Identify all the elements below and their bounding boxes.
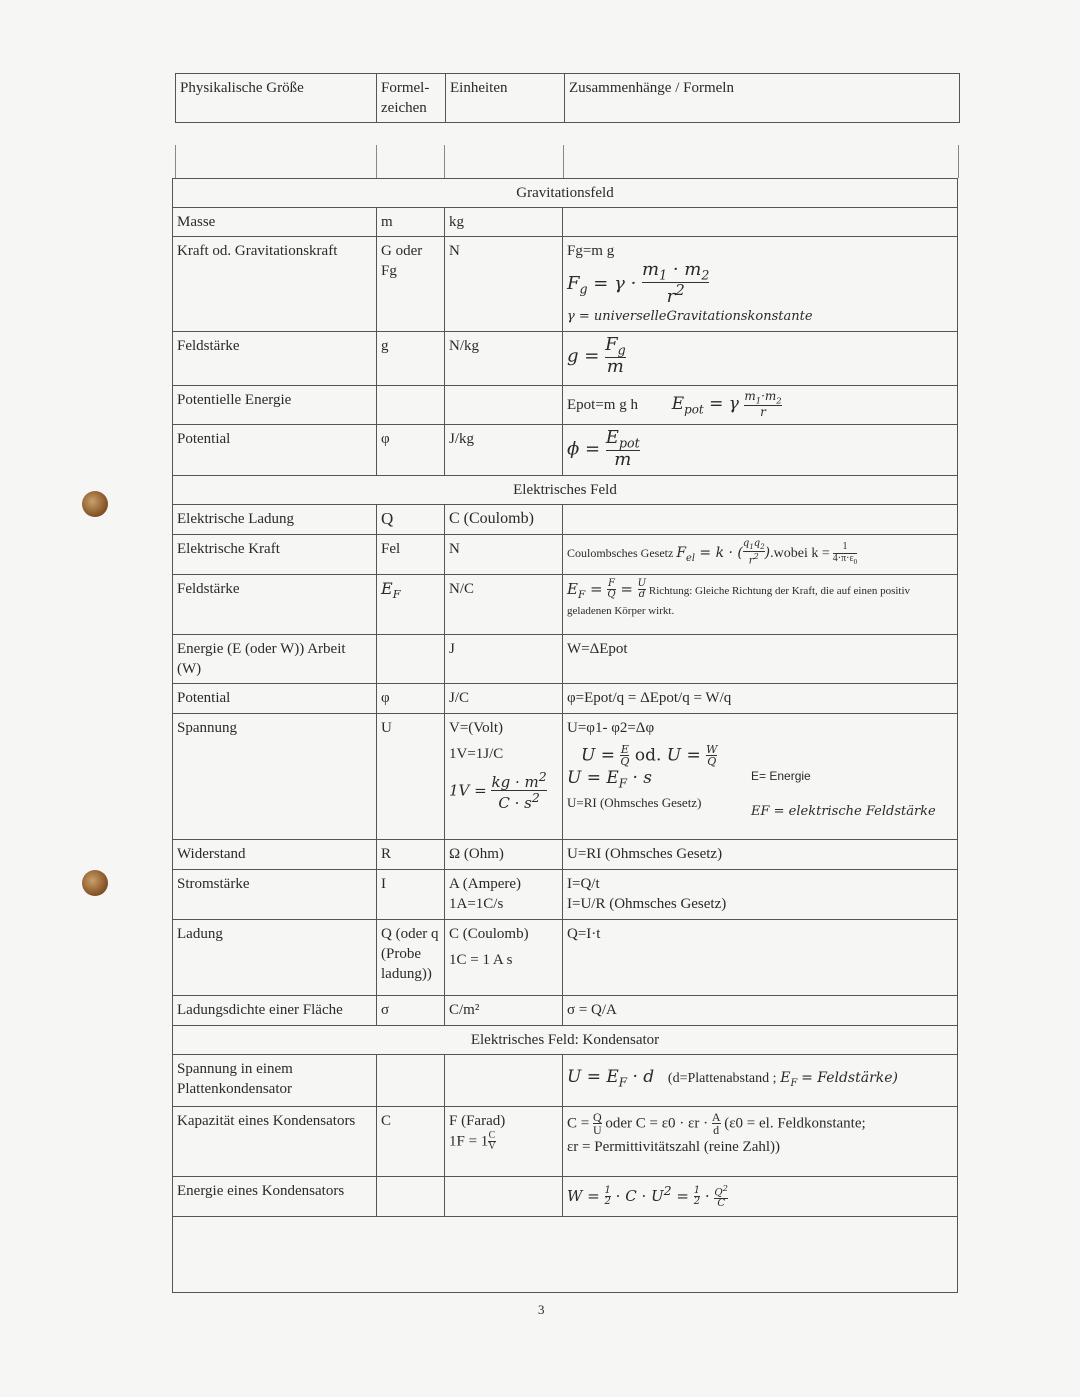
table-row: Kapazität eines Kondensators C F (Farad) 1F = 1 $\frac{C}{V}$ C = $\frac{Q}{U}$ oder C = ε0 · εr · $\frac{A}{d}$ (ε0 = el. Feldkonstante; εr = Permittivitätszahl (reine Zahl)) bbox=[173, 1106, 958, 1176]
table-row bbox=[173, 1216, 958, 1292]
header-quantity: Physikalische Größe bbox=[176, 74, 377, 123]
section-elektrisch: Elektrisches Feld bbox=[173, 475, 958, 504]
gap-line bbox=[958, 145, 959, 178]
gap-line bbox=[175, 145, 176, 178]
table-row: Spannung in einem Plattenkondensator $U = E_F \cdot d$ (d=Plattenabstand ; $E_F$ = Feldstärke) bbox=[173, 1054, 958, 1106]
table-row: Potentielle Energie Epot=m g h $E_{pot} = \gamma$ $\frac{m_1\cdot m_2}{r}$ bbox=[173, 385, 958, 424]
punch-hole-top bbox=[82, 491, 108, 517]
table-row: Potential φ J/C φ=Epot/q = ΔEpot/q = W/q bbox=[173, 683, 958, 713]
header-table bbox=[175, 73, 960, 123]
table-row: Ladungsdichte einer Fläche σ C/m² σ = Q/A bbox=[173, 995, 958, 1025]
table-row: Elektrische Ladung Q C (Coulomb) bbox=[173, 504, 958, 534]
gap-line bbox=[444, 145, 445, 178]
header-formulas: Zusammenhänge / Formeln bbox=[565, 74, 960, 123]
formula-table bbox=[172, 178, 958, 1293]
table-row: Feldstärke g N/kg g = $\frac{F_g}{m}$ bbox=[173, 331, 958, 385]
table-row: Potential φ J/kg ϕ = $\frac{E_{pot}}{m}$ bbox=[173, 424, 958, 475]
page-number: 3 bbox=[538, 1302, 545, 1317]
gap-line bbox=[376, 145, 377, 178]
section-gravitation: Gravitationsfeld bbox=[173, 179, 958, 208]
table-row: Kraft od. Gravitationskraft G oder Fg N Fg=m g $F_g = \gamma$ · $\frac{m_1 \cdot m_2}{r^2}$ γ = universelleGravitationskonstante bbox=[173, 237, 958, 332]
header-symbol: Formel-zeichen bbox=[377, 74, 446, 123]
section-kondensator: Elektrisches Feld: Kondensator bbox=[173, 1025, 958, 1054]
header-units: Einheiten bbox=[446, 74, 565, 123]
table-row: Energie (E (oder W)) Arbeit (W) J W=ΔEpot bbox=[173, 634, 958, 683]
punch-hole-bottom bbox=[82, 870, 108, 896]
table-row: Masse m kg bbox=[173, 208, 958, 237]
table-row: Feldstärke $E_F$ N/C $E_F$ = $\frac{F}{Q}$ = $\frac{U}{d}$ Richtung: Gleiche Richtung der Kraft, die auf einen positiv geladenen Körper wirkt. bbox=[173, 574, 958, 634]
table-row: Stromstärke I A (Ampere) 1A=1C/s I=Q/t I=U/R (Ohmsches Gesetz) bbox=[173, 869, 958, 919]
table-row: Energie eines Kondensators W = $\frac{1}{2}$ · $C \cdot U^2$ = $\frac{1}{2}$ · $\frac{Q^2}{C}$ bbox=[173, 1176, 958, 1216]
gap-line bbox=[563, 145, 564, 178]
table-row: Widerstand R Ω (Ohm) U=RI (Ohmsches Gesetz) bbox=[173, 839, 958, 869]
table-row: Elektrische Kraft Fel N Coulombsches Gesetz $F_{el} = k$ · ( $\frac{q_1q_2}{r^2}$ ).wobei k = $\frac{1}{4\cdot\pi\cdot\varepsilon_0}$ bbox=[173, 534, 958, 574]
table-row: Spannung U V=(Volt) 1V=1J/C 1V = $\frac{kg \cdot m^2}{C \cdot s^2}$ U=φ1- φ2=Δφ U = $\frac{E}{Q}$ od. U = $\frac{W}{Q}$ $U = E_F \cdot s$ U=RI (Ohmsches Gesetz) E= Energie EF = elektrische Feldstärke bbox=[173, 713, 958, 839]
table-row: Ladung Q (oder q (Probe ladung)) C (Coulomb) 1C = 1 A s Q=I·t bbox=[173, 919, 958, 995]
